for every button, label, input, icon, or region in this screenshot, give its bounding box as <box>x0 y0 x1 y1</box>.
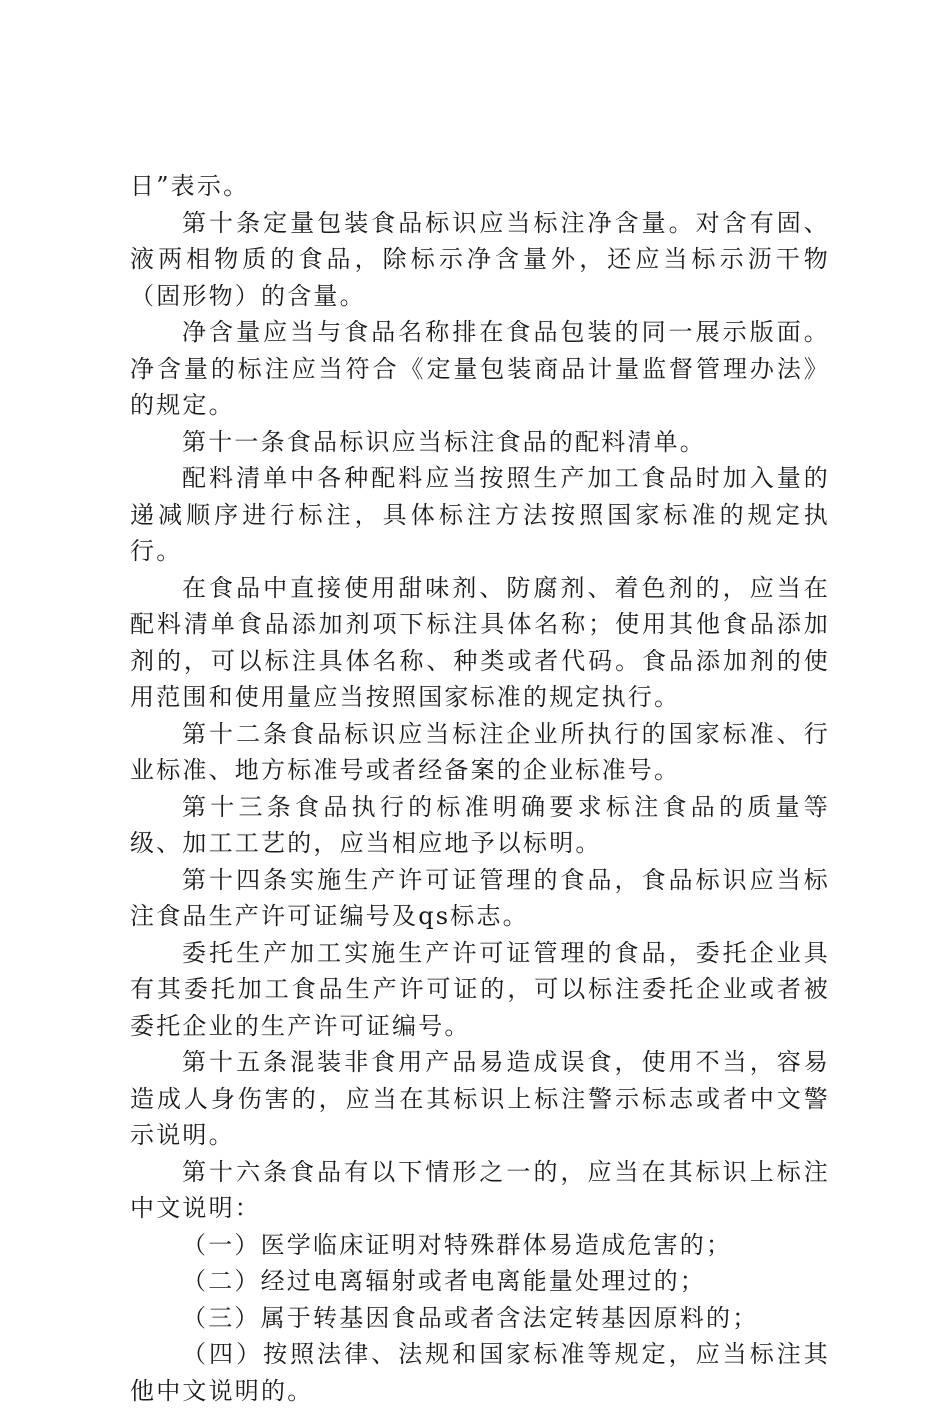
paragraph: 第十条定量包装食品标识应当标注净含量。对含有固、液两相物质的食品，除标示净含量外，还应当标示沥干物（固形物）的含量。 <box>130 208 830 310</box>
list-item: （三）属于转基因食品或者含法定转基因原料的； <box>182 1303 759 1332</box>
paragraph: 第十四条实施生产许可证管理的食品，食品标识应当标注食品生产许可证编号及qs标志。 <box>130 865 830 930</box>
document-body <box>130 168 830 1409</box>
paragraph: 日”表示。 <box>130 172 250 200</box>
paragraph: 第十六条食品有以下情形之一的，应当在其标识上标注中文说明： <box>130 1157 830 1222</box>
list-item: （一）医学临床证明对特殊群体易造成危害的； <box>182 1230 733 1259</box>
paragraph: 配料清单中各种配料应当按照生产加工食品时加入量的递减顺序进行标注，具体标注方法按照国家标准的规定执行。 <box>130 464 830 565</box>
paragraph: 净含量应当与食品名称排在食品包装的同一展示版面。净含量的标注应当符合《定量包装商品计量监督管理办法》的规定。 <box>130 318 830 419</box>
paragraph: 委托生产加工实施生产许可证管理的食品，委托企业具有其委托加工食品生产许可证的，可以标注委托企业或者被委托企业的生产许可证编号。 <box>130 938 830 1040</box>
paragraph: 第十三条食品执行的标准明确要求标注食品的质量等级、加工工艺的，应当相应地予以标明。 <box>130 792 830 857</box>
paragraph: 在食品中直接使用甜味剂、防腐剂、着色剂的，应当在配料清单食品添加剂项下标注具体名称；使用其他食品添加剂的，可以标注具体名称、种类或者代码。食品添加剂的使用范围和使用量应当按照国家标准的规定执行。 <box>130 573 830 711</box>
paragraph: 第十五条混装非食用产品易造成误食，使用不当，容易造成人身伤害的，应当在其标识上标注警示标志或者中文警示说明。 <box>130 1048 830 1149</box>
paragraph: 第十二条食品标识应当标注企业所执行的国家标准、行业标准、地方标准号或者经备案的企业标准号。 <box>130 719 830 784</box>
paragraph: 第十一条食品标识应当标注食品的配料清单。 <box>182 427 706 456</box>
list-item: （四）按照法律、法规和国家标准等规定，应当标注其他中文说明的。 <box>130 1340 830 1405</box>
list-item: （二）经过电离辐射或者电离能量处理过的； <box>182 1267 706 1295</box>
